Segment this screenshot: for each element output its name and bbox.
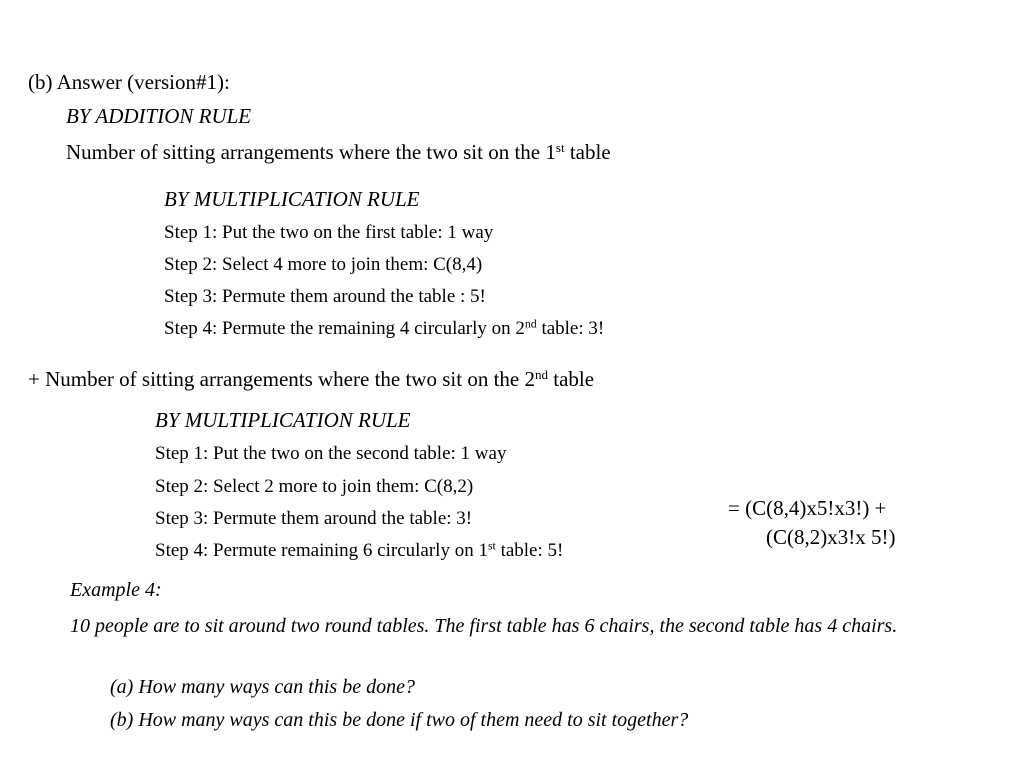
example-question-b: (b) How many ways can this be done if two of them need to sit together? (110, 709, 689, 731)
second-case-rule: BY MULTIPLICATION RULE (155, 408, 411, 432)
second-case-step-4-text: Step 4: Permute remaining 6 circularly on 1 (155, 540, 488, 561)
first-case-heading (66, 140, 611, 164)
example-question-a: (a) How many ways can this be done? (110, 676, 415, 698)
example-problem: 10 people are to sit around two round tables. The first table has 6 chairs, the second table has 4 chairs. (70, 615, 898, 637)
second-case-step-4-suffix: table: 5! (495, 540, 564, 561)
first-case-step-4 (164, 318, 604, 340)
first-case-step-4-suffix: table: 3! (536, 318, 605, 339)
first-case-text: Number of sitting arrangements where the two sit on the 1 (66, 140, 556, 164)
second-case-step-4 (155, 540, 563, 562)
second-case-heading (28, 367, 594, 391)
result-formula-line-1: = (C(8,4)x5!x3!) + (728, 496, 887, 520)
result-formula-line-2: (C(8,2)x3!x 5!) (766, 525, 896, 549)
second-case-step-3: Step 3: Permute them around the table: 3! (155, 508, 473, 529)
second-case-sup: nd (534, 366, 548, 382)
addition-rule-heading: BY ADDITION RULE (66, 104, 252, 128)
second-case-text: + Number of sitting arrangements where the two sit on the 2 (28, 367, 535, 391)
first-case-step-2: Step 2: Select 4 more to join them: C(8,4) (164, 254, 483, 275)
first-case-sup: st (555, 139, 565, 155)
second-case-step-4-sup: st (487, 539, 496, 553)
first-case-suffix: table (564, 140, 611, 164)
answer-heading: (b) Answer (version#1): (28, 70, 230, 94)
second-case-step-2: Step 2: Select 2 more to join them: C(8,2) (155, 476, 474, 497)
first-case-step-3: Step 3: Permute them around the table : 5! (164, 286, 486, 307)
first-case-step-1: Step 1: Put the two on the first table: 1 way (164, 222, 494, 243)
second-case-suffix: table (548, 367, 595, 391)
first-case-step-4-sup: nd (524, 317, 537, 331)
example-title: Example 4: (70, 579, 162, 601)
first-case-step-4-text: Step 4: Permute the remaining 4 circularly on 2 (164, 318, 525, 339)
second-case-step-1: Step 1: Put the two on the second table: 1 way (155, 443, 507, 464)
first-case-rule: BY MULTIPLICATION RULE (164, 187, 420, 211)
